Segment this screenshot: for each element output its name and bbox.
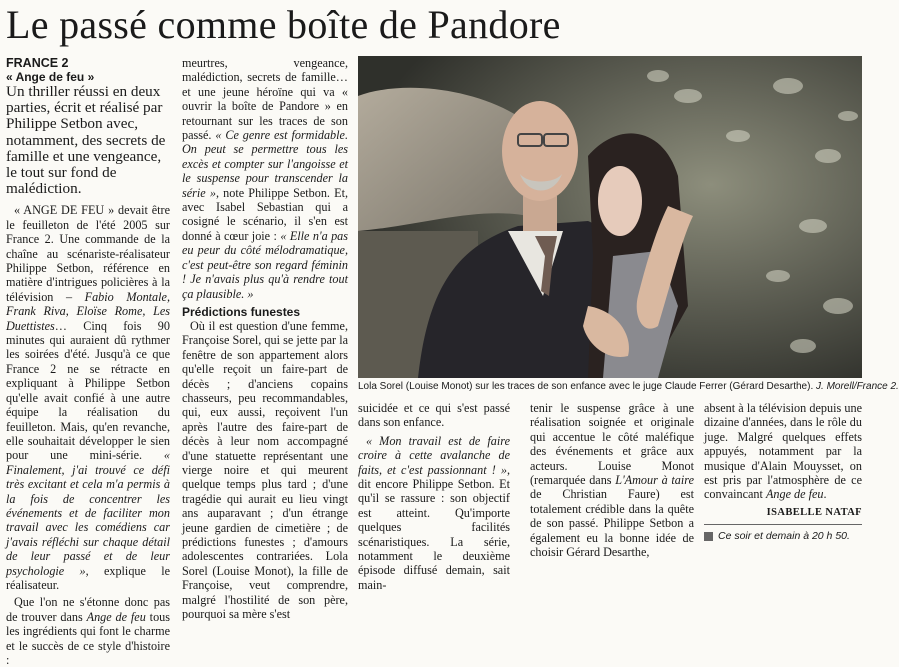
photo-caption: Lola Sorel (Louise Monot) sur les traces de son enfance avec le juge Claude Ferrer (Gérard Desarthe). J. Morell/France 2. (358, 381, 899, 392)
body-paragraph: meurtres, vengeance, malédiction, secrets de famille… et une jeune héroïne qui va « ouvrir la boîte de Pandore » en retournant sur les traces de son passé. « Ce genre est formidable. On peut se permettre tous les excès et compter sur l'angoisse et le suspense pour transcender la série », note Philippe Setbon. Et, avec Isabel Sebastian qui a cosigné le scénario, il s'en est donné à cœur joie : « Elle n'a pas eu peur du côté mélodramatique, c'est peut-être son regard féminin ! Je n'avais plus qu'à rendre tout ça plausible. » (182, 56, 349, 301)
body-paragraph: absent à la télévision depuis une dizaine d'années, dans le rôle du juge. Malgré quelques effets appuyés, notamment par la musique d'Alain Mouysset, on est pris par l'atmosphère de ce convaincant Ange de feu. (704, 401, 862, 502)
body-paragraph: tenir le suspense grâce à une réalisation soignée et originale qui accentue le côté maléfique des événements et grâce aux acteurs. Louise Monot (remarquée dans L'Amour à taire de Christian Faure) est totalement crédible dans la quête de son passé. Philippe Setbon a également eu la bonne idée de choisir Gérard Desarthe, (530, 401, 694, 560)
column-1 (6, 56, 170, 667)
article-photo (358, 56, 862, 378)
photo-illustration (358, 56, 862, 378)
photo-credit: J. Morell/France 2. (816, 381, 899, 392)
divider (704, 524, 862, 525)
broadcast-schedule: Ce soir et demain à 20 h 50. (704, 530, 862, 543)
lead-paragraph: Un thriller réussi en deux parties, écrit et réalisé par Philippe Setbon avec, notamment, des secrets de famille et une vengeance, le tout sur fond de malédiction. (6, 83, 166, 198)
body-paragraph: « ANGE DE FEU » devait être le feuilleton de l'été 2005 sur France 2. Une commande de la chaîne au scénariste-réalisateur Philippe Setbon, référence en matière d'intrigues policières à la télévision – Fabio Montale, Frank Riva, Eloïse Rome, Les Duettistes… Cinq fois 90 minutes qui auraient dû rythmer les soirées d'été. Jusqu'à ce que France 2 ne se rétracte en expliquant à Philippe Setbon qu'elle avait confié à une autre équipe la réalisation du feuilleton. Mais, qu'en revanche, elle souhaitait développer le sien pour une mini-série. « Finalement, j'ai trouvé ce défi très excitant et cela m'a permis à la fois de concentrer les événements et de faciliter mon travail avec les comédiens car j'avais réfléchi sur chaque détail de leur passé et de leur psychologie », explique le réalisateur. (6, 203, 171, 592)
subheading: Prédictions funestes (182, 304, 301, 319)
author-signature: ISABELLE NATAF (766, 506, 862, 518)
body-paragraph: « Mon travail est de faire croire à cette avalanche de faits, et c'est passionnant ! », dit encore Philippe Setbon. Et qu'il se rassure : son objectif est atteint. Qu'importe quelques facilités scénaristiques. La série, notamment le deuxième épisode diffusé demain, sait main- (358, 433, 510, 592)
body-paragraph: Où il est question d'une femme, Françoise Sorel, qui se jette par la fenêtre de son appartement alors qu'elle reçoit un faire-part de décès ; d'anciens copains chasseurs, peu recommandables, qui, eux aussi, reçoivent l'un après l'autre des faire-part de décès à leur nom accompagné d'une statuette représentant une vierge noire et qui meurent quelque temps plus tard ; d'une tragédie qui aurait eu lieu vingt ans auparavant ; d'un étrange jeune gardien de cimetière ; de prédictions funestes ; d'amours adolescentes contrariées. Lola Sorel (Louise Monot), la fille de Françoise, veut comprendre, malgré l'hostilité de son père, pourquoi sa mère s'est (182, 318, 348, 622)
program-title: « Ange de feu » (6, 70, 95, 84)
channel-label: FRANCE 2 (6, 56, 69, 70)
column-5 (704, 401, 862, 543)
headline: Le passé comme boîte de Pandore (6, 2, 561, 47)
column-2 (182, 56, 348, 621)
body-paragraph: suicidée et ce qui s'est passé dans son enfance. (358, 401, 510, 430)
column-3 (358, 401, 510, 592)
column-4 (530, 401, 694, 559)
square-bullet-icon (704, 532, 713, 541)
body-paragraph: Que l'on ne s'étonne donc pas de trouver dans Ange de feu tous les ingrédients qui font le charme et le succès de ce style d'histoire : (6, 595, 170, 667)
